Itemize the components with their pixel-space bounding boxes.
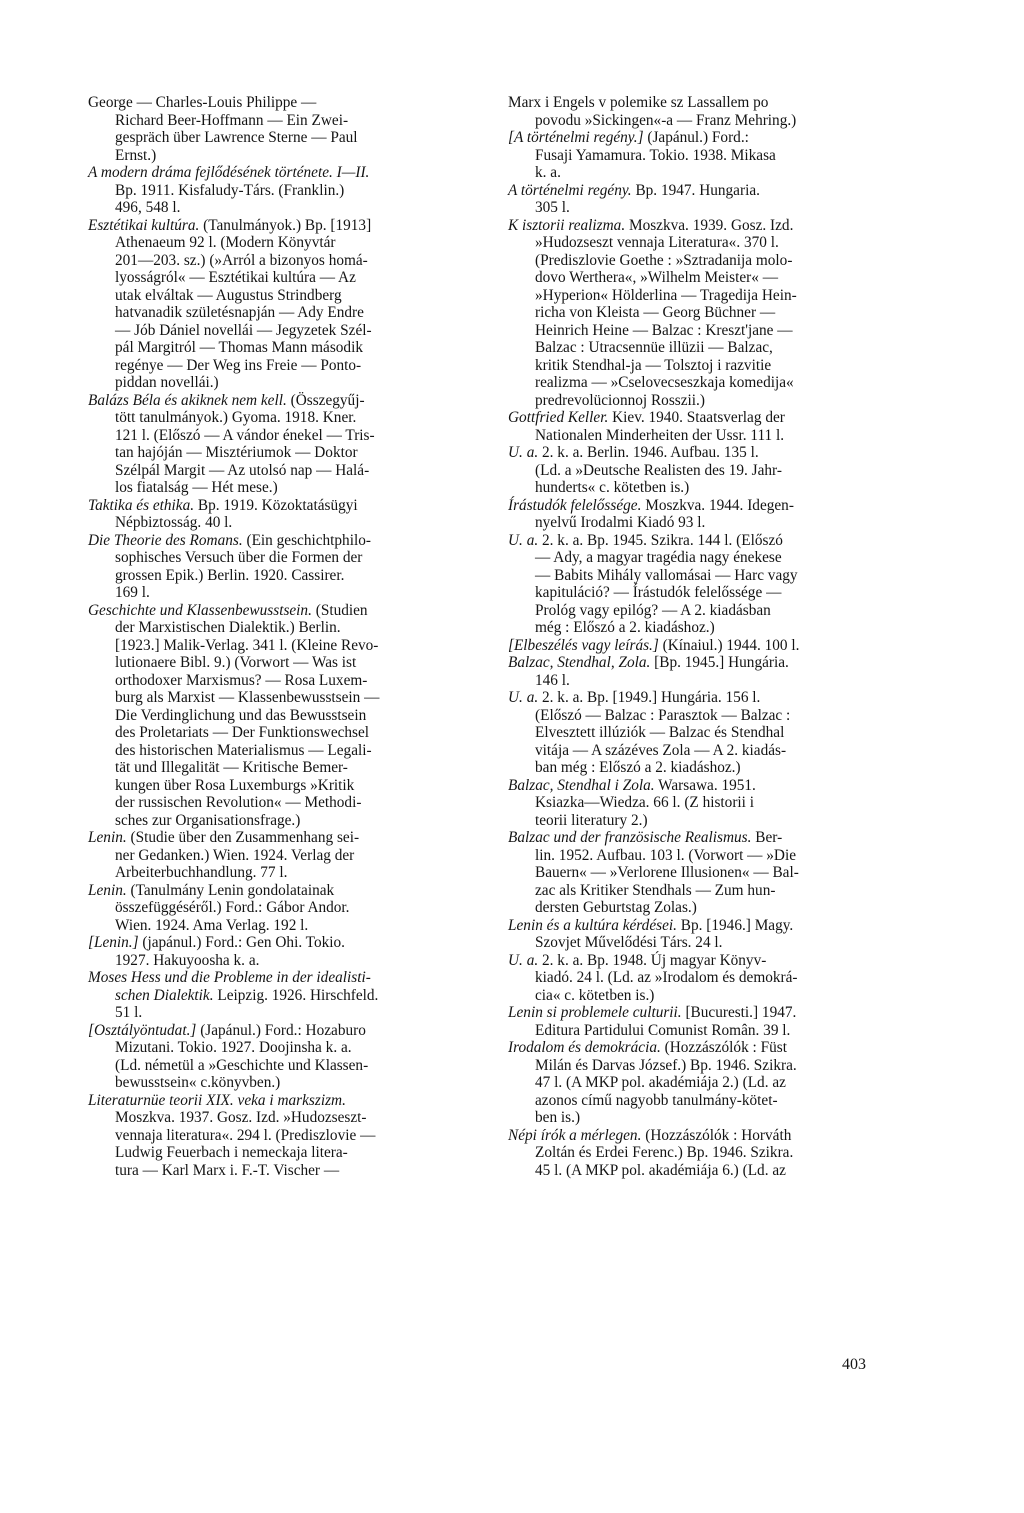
entry-line: ban még : Előszó a 2. kiadáshoz.) bbox=[535, 759, 741, 776]
entry-line: gespräch über Lawrence Sterne — Paul bbox=[115, 129, 358, 146]
entry-line: Bauern« — »Verlorene Illusionen« — Bal- bbox=[535, 864, 799, 881]
entry-line: Geschichte und Klassenbewusstsein. (Studien bbox=[88, 601, 368, 619]
entry-line: Ksiazka—Wiedza. 66 l. (Z historii i bbox=[535, 794, 755, 811]
entry-line: Lenin si problemele culturii. [Bucuresti.] 1947. bbox=[508, 1004, 797, 1021]
entry-line: Wien. 1924. Ama Verlag. 192 l. bbox=[115, 916, 309, 934]
entry-line: U. a. 2. k. a. Berlin. 1946. Aufbau. 135 l. bbox=[508, 444, 759, 461]
entry-line: — Babits Mihály vallomásai — Harc vagy bbox=[535, 566, 798, 584]
entry-line: Mizutani. Tokio. 1927. Doojinsha k. a. bbox=[115, 1039, 352, 1056]
bibliography-entry bbox=[508, 952, 888, 1005]
entry-line: Gottfried Keller. Kiev. 1940. Staatsverlag der bbox=[508, 409, 785, 426]
entry-line: Fusaji Yamamura. Tokio. 1938. Mikasa bbox=[535, 146, 776, 164]
entry-line: Balzac : Utracsennüe illüzii — Balzac, bbox=[535, 339, 773, 356]
entry-line: Balzac, Stendhal i Zola. Warsawa. 1951. bbox=[508, 776, 756, 794]
entry-line: Balzac und der französische Realismus. Ber- bbox=[508, 829, 783, 846]
entry-line: Editura Partidului Comunist Român. 39 l. bbox=[535, 1021, 791, 1039]
entry-line: Szélpál Margit — Az utolsó nap — Halá- bbox=[115, 461, 370, 479]
entry-line: des Proletariats — Der Funktionswechsel bbox=[115, 724, 370, 741]
entry-line: nyelvű Irodalmi Kiadó 93 l. bbox=[535, 514, 706, 531]
entry-line: még : Előszó a 2. kiadáshoz.) bbox=[535, 619, 715, 636]
bibliography-entry bbox=[508, 532, 888, 637]
entry-line: tät und Illegalität — Kritische Bemer- bbox=[115, 759, 348, 776]
entry-line: orthodoxer Marxismus? — Rosa Luxem- bbox=[115, 671, 368, 689]
bibliography-entry bbox=[508, 217, 888, 410]
entry-line: 51 l. bbox=[115, 1004, 143, 1021]
entry-line: Lenin. (Studie über den Zusammenhang sei- bbox=[88, 829, 360, 846]
bibliography-entry bbox=[508, 777, 888, 830]
entry-line: Esztétikai kultúra. (Tanulmányok.) Bp. [1913] bbox=[88, 216, 372, 234]
entry-line: realizma — »Cselovecseszkaja komedija« bbox=[535, 374, 794, 391]
entry-line: teorii literatury 2.) bbox=[535, 811, 648, 829]
entry-line: pál Margitról — Thomas Mann második bbox=[115, 339, 363, 356]
bibliography-entry bbox=[508, 654, 888, 689]
bibliography-entry bbox=[88, 882, 460, 935]
bibliography-entry bbox=[88, 217, 460, 392]
bibliography-entry bbox=[88, 602, 460, 830]
entry-line: vitája — A százéves Zola — A 2. kiadás- bbox=[535, 741, 787, 759]
entry-line: Richard Beer-Hoffmann — Ein Zwei- bbox=[115, 111, 349, 129]
entry-line: Athenaeum 92 l. (Modern Könyvtár bbox=[115, 234, 336, 251]
entry-line: K isztorii realizma. Moszkva. 1939. Gosz. Izd. bbox=[508, 216, 794, 234]
entry-line: der russischen Revolution« — Methodi- bbox=[115, 794, 362, 811]
entry-line: (Ld. németül a »Geschichte und Klassen- bbox=[115, 1056, 369, 1074]
entry-line: regénye — Der Weg ins Freie — Ponto- bbox=[115, 356, 362, 374]
entry-line: piddan novellái.) bbox=[115, 374, 219, 391]
entry-line: 201—203. sz.) (»Arról a bizonyos homá- bbox=[115, 251, 368, 269]
bibliography-entry bbox=[508, 182, 888, 217]
bibliography-entry bbox=[508, 637, 888, 655]
entry-line: des historischen Materialismus — Legali- bbox=[115, 741, 372, 759]
entry-line: hunderts« c. kötetben is.) bbox=[535, 479, 690, 496]
bibliography-entry bbox=[508, 129, 888, 182]
entry-line: Ernst.) bbox=[115, 146, 157, 164]
entry-line: predrevolücionnoj Rosszii.) bbox=[535, 391, 705, 409]
bibliography-entry bbox=[508, 917, 888, 952]
bibliography-entry bbox=[508, 444, 888, 497]
entry-line: hatvanadik születésnapján — Ady Endre bbox=[115, 304, 364, 321]
bibliography-entry bbox=[88, 1022, 460, 1092]
bibliography-entry bbox=[88, 829, 460, 882]
entry-line: U. a. 2. k. a. Bp. [1949.] Hungária. 156 l. bbox=[508, 689, 761, 706]
entry-line: [A történelmi regény.] (Japánul.) Ford.: bbox=[508, 129, 749, 146]
page-number: 403 bbox=[842, 1356, 866, 1373]
entry-line: kritik Stendhal-ja — Tolsztoj i razvitie bbox=[535, 356, 772, 374]
entry-line: [Lenin.] (japánul.) Ford.: Gen Ohi. Tokio. bbox=[88, 934, 345, 951]
entry-line: kiadó. 24 l. (Ld. az »Irodalom és demokrá- bbox=[535, 969, 798, 986]
entry-line: Marx i Engels v polemike sz Lassallem po bbox=[508, 94, 769, 111]
entry-line: 496, 548 l. bbox=[115, 199, 181, 216]
entry-line: dersten Geburtstag Zolas.) bbox=[535, 899, 697, 916]
entry-line: Prológ vagy epilóg? — A 2. kiadásban bbox=[535, 601, 771, 619]
entry-line: Moses Hess und die Probleme in der idealisti- bbox=[88, 969, 371, 986]
entry-line: Bp. 1911. Kisfaludy-Társ. (Franklin.) bbox=[115, 181, 345, 199]
entry-line: 305 l. bbox=[535, 199, 570, 216]
entry-line: los fiatalság — Hét mese.) bbox=[115, 479, 278, 496]
entry-line: utak elváltak — Augustus Strindberg bbox=[115, 286, 342, 304]
entry-line: [Elbeszélés vagy leírás.] (Kínaiul.) 1944. 100 l. bbox=[508, 636, 800, 654]
entry-line: Die Verdinglichung und das Bewusstsein bbox=[115, 706, 367, 724]
bibliography-entry bbox=[508, 94, 888, 129]
entry-line: sophisches Versuch über die Formen der bbox=[115, 549, 363, 566]
entry-line: Lenin. (Tanulmány Lenin gondolatainak bbox=[88, 881, 335, 899]
entry-line: 146 l. bbox=[535, 671, 570, 689]
entry-line: Elvesztett illúziók — Balzac és Stendhal bbox=[535, 724, 785, 741]
entry-line: Moszkva. 1937. Gosz. Izd. »Hudozseszt- bbox=[115, 1109, 367, 1126]
entry-line: azonos című nagyobb tanulmány-kötet- bbox=[535, 1091, 778, 1109]
entry-line: k. a. bbox=[535, 164, 561, 181]
bibliography-entry bbox=[508, 1039, 888, 1127]
entry-line: 45 l. (A MKP pol. akadémiája 6.) (Ld. az bbox=[535, 1161, 786, 1179]
bibliography-entry bbox=[508, 409, 888, 444]
entry-line: povodu »Sickingen«-a — Franz Mehring.) bbox=[535, 111, 797, 129]
entry-line: Balázs Béla és akiknek nem kell. (Összegyűj- bbox=[88, 391, 365, 409]
entry-line: — Jób Dániel novellái — Jegyzetek Szél- bbox=[115, 321, 372, 339]
entry-line: (Előszó — Balzac : Parasztok — Balzac : bbox=[535, 706, 791, 724]
entry-line: Ludwig Feuerbach i nemeckaja litera- bbox=[115, 1144, 348, 1161]
entry-line: 121 l. (Előszó — A vándor énekel — Tris- bbox=[115, 426, 375, 444]
entry-line: Irodalom és demokrácia. (Hozzászólók : Füst bbox=[508, 1039, 787, 1056]
entry-line: Arbeiterbuchhandlung. 77 l. bbox=[115, 864, 288, 881]
entry-line: Heinrich Heine — Balzac : Kreszt'jane — bbox=[535, 321, 793, 339]
bibliography-entry bbox=[508, 1004, 888, 1039]
entry-line: Írástudók felelőssége. Moszkva. 1944. Idegen- bbox=[508, 496, 794, 514]
entry-line: Népbiztosság. 40 l. bbox=[115, 514, 233, 531]
entry-line: A modern dráma fejlődésének története. I—II. bbox=[88, 164, 370, 181]
entry-line: cia« c. kötetben is.) bbox=[535, 986, 655, 1004]
entry-line: der Marxistischen Dialektik.) Berlin. bbox=[115, 619, 341, 636]
entry-line: 169 l. bbox=[115, 584, 150, 601]
entry-line: Milán és Darvas József.) Bp. 1946. Szikra. bbox=[535, 1056, 797, 1074]
bibliography-entry bbox=[508, 829, 888, 917]
entry-line: tura — Karl Marx i. F.-T. Vischer — bbox=[115, 1161, 340, 1179]
entry-line: lutionaere Bibl. 9.) (Vorwort — Was ist bbox=[115, 654, 357, 671]
entry-line: Szovjet Művelődési Társ. 24 l. bbox=[535, 934, 723, 951]
entry-line: — Ady, a magyar tragédia nagy énekese bbox=[535, 549, 782, 566]
entry-line: ben is.) bbox=[535, 1109, 581, 1126]
entry-line: Zoltán és Erdei Ferenc.) Bp. 1946. Szikra. bbox=[535, 1144, 794, 1161]
entry-line: schen Dialektik. Leipzig. 1926. Hirschfeld. bbox=[115, 986, 379, 1004]
entry-line: 1927. Hakuyoosha k. a. bbox=[115, 951, 260, 969]
entry-line: Nationalen Minderheiten der Ussr. 111 l. bbox=[535, 426, 785, 444]
entry-line: Népi írók a mérlegen. (Hozzászólók : Horváth bbox=[508, 1126, 792, 1144]
entry-line: vennaja literatura«. 294 l. (Prediszlovie — bbox=[115, 1126, 376, 1144]
entry-line: lin. 1952. Aufbau. 103 l. (Vorwort — »Die bbox=[535, 846, 797, 864]
entry-line: A történelmi regény. Bp. 1947. Hungaria. bbox=[508, 181, 760, 199]
entry-line: »Hyperion« Hölderlina — Tragedija Hein- bbox=[535, 286, 797, 304]
entry-line: zac als Kritiker Stendhals — Zum hun- bbox=[535, 881, 776, 899]
entry-line: ner Gedanken.) Wien. 1924. Verlag der bbox=[115, 846, 355, 864]
bibliography-column-right bbox=[508, 94, 888, 1179]
bibliography-entry bbox=[508, 689, 888, 777]
bibliography-entry bbox=[88, 94, 460, 164]
bibliography-entry bbox=[88, 1092, 460, 1180]
entry-line: tött tanulmányok.) Gyoma. 1918. Kner. bbox=[115, 409, 357, 426]
bibliography-entry bbox=[88, 532, 460, 602]
entry-line: (Prediszlovie Goethe : »Sztradanija molo- bbox=[535, 251, 793, 269]
entry-line: kungen über Rosa Luxemburgs »Kritik bbox=[115, 776, 355, 794]
bibliography-entry bbox=[88, 969, 460, 1022]
entry-line: Balzac, Stendhal, Zola. [Bp. 1945.] Hungária. bbox=[508, 654, 789, 671]
bibliography-entry bbox=[88, 497, 460, 532]
entry-line: (Ld. a »Deutsche Realisten des 19. Jahr- bbox=[535, 461, 782, 479]
entry-line: bewusstsein« c.könyvben.) bbox=[115, 1074, 281, 1091]
entry-line: Lenin és a kultúra kérdései. Bp. [1946.] Magy. bbox=[508, 916, 794, 934]
entry-line: [Osztályöntudat.] (Japánul.) Ford.: Hozaburo bbox=[88, 1021, 366, 1039]
bibliography-entry bbox=[88, 934, 460, 969]
entry-line: tan hajóján — Misztériumok — Doktor bbox=[115, 444, 358, 461]
bibliography-entry bbox=[508, 1127, 888, 1180]
entry-line: sches zur Organisationsfrage.) bbox=[115, 811, 301, 829]
entry-line: grossen Epik.) Berlin. 1920. Cassirer. bbox=[115, 566, 345, 584]
entry-line: dovo Werthera«, »Wilhelm Meister« — bbox=[535, 269, 778, 286]
entry-line: richa von Kleista — Georg Büchner — bbox=[535, 304, 776, 321]
entry-line: U. a. 2. k. a. Bp. 1948. Új magyar Könyv- bbox=[508, 951, 767, 969]
bibliography-entry bbox=[508, 497, 888, 532]
entry-line: lyosságról« — Esztétikai kultúra — Az bbox=[115, 269, 356, 286]
entry-line: George — Charles-Louis Philippe — bbox=[88, 94, 317, 111]
entry-line: Taktika és ethika. Bp. 1919. Közoktatásügyi bbox=[88, 496, 358, 514]
entry-line: kapituláció? — Írástudók felelőssége — bbox=[535, 584, 782, 601]
entry-line: összefüggéséről.) Ford.: Gábor Andor. bbox=[115, 899, 350, 916]
entry-line: [1923.] Malik-Verlag. 341 l. (Kleine Revo- bbox=[115, 636, 379, 654]
bibliography-entry bbox=[88, 164, 460, 217]
entry-line: Literaturnüe teorii XIX. veka i markszizm. bbox=[88, 1091, 346, 1109]
entry-line: 47 l. (A MKP pol. akadémiája 2.) (Ld. az bbox=[535, 1074, 786, 1091]
entry-line: »Hudozseszt vennaja Literatura«. 370 l. bbox=[535, 234, 779, 251]
entry-line: U. a. 2. k. a. Bp. 1945. Szikra. 144 l. (Előszó bbox=[508, 531, 783, 549]
entry-line: Die Theorie des Romans. (Ein geschichtphilo- bbox=[88, 531, 371, 549]
bibliography-column-left bbox=[88, 94, 460, 1179]
bibliography-entry bbox=[88, 392, 460, 497]
entry-line: burg als Marxist — Klassenbewusstsein — bbox=[115, 689, 380, 706]
